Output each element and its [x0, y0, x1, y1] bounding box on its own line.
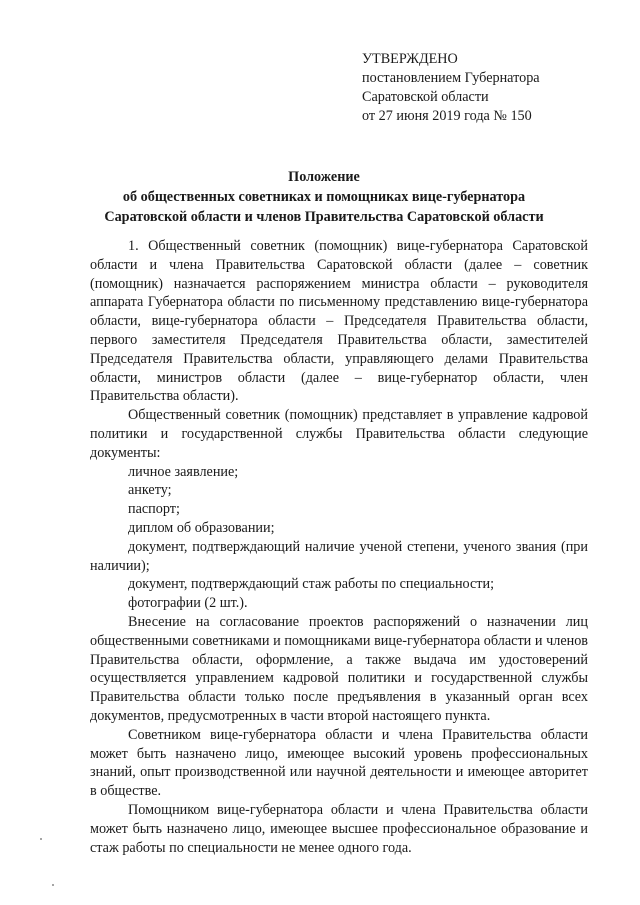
- list-item: документ, подтверждающий наличие ученой степени, ученого звания (при наличии);: [90, 538, 588, 574]
- approval-line: постановлением Губернатора: [362, 70, 540, 86]
- title-line: Положение: [288, 169, 360, 185]
- document-body: [90, 237, 588, 857]
- approval-date: от 27 июня 2019 года № 150: [362, 108, 532, 124]
- approval-heading: УТВЕРЖДЕНО: [362, 51, 458, 67]
- list-item: личное заявление;: [128, 463, 239, 480]
- document-title: [80, 167, 568, 227]
- paragraph: Советником вице-губернатора области и члена Правительства области может быть назначено лицо, имеющее высокий уровень профессиональных знаний, опыт производственной или научной деятельности и имеющее авторитет в обществе.: [90, 726, 588, 800]
- scan-speck: [52, 884, 54, 886]
- paragraph: Общественный советник (помощник) представляет в управление кадровой политики и государственной службы Правительства области следующие документы:: [90, 407, 588, 461]
- scan-speck: [40, 838, 42, 840]
- title-line: Саратовской области и членов Правительства Саратовской области: [104, 209, 544, 225]
- approval-stamp: [362, 50, 540, 126]
- list-item: диплом об образовании;: [128, 519, 275, 536]
- list-item: анкету;: [128, 482, 172, 499]
- title-line: об общественных советниках и помощниках вице-губернатора: [122, 189, 526, 205]
- list-item: паспорт;: [128, 501, 180, 518]
- paragraph: Внесение на согласование проектов распоряжений о назначении лиц общественными советниками и помощниками вице-губернатора области и членов Правительства области, оформление, а также выдача им удостоверений осуществляется управлением кадровой политики и государственной службы Правительства области только после предъявления в указанный орган всех документов, предусмотренных в части второй настоящего пункта.: [90, 613, 588, 724]
- paragraph: 1. Общественный советник (помощник) вице-губернатора Саратовской области и члена Правительства Саратовской области (далее – советник (помощник) назначается распоряжением министра области – руководителя аппарата Губернатора области по письменному представлению вице-губернатора области, вице-губернатора области – Председателя Правительства области, первого заместителя Председателя Правительства области, заместителей Председателя Правительства области, управляющего делами Правительства области, министров области (далее – вице-губернатор области, член Правительства области).: [90, 238, 588, 405]
- list-item: документ, подтверждающий стаж работы по специальности;: [128, 576, 495, 593]
- approval-line: Саратовской области: [362, 89, 489, 105]
- list-item: фотографии (2 шт.).: [128, 595, 248, 612]
- paragraph: Помощником вице-губернатора области и члена Правительства области может быть назначено лицо, имеющее высшее профессиональное образование и стаж работы по специальности не менее одного года.: [90, 801, 588, 856]
